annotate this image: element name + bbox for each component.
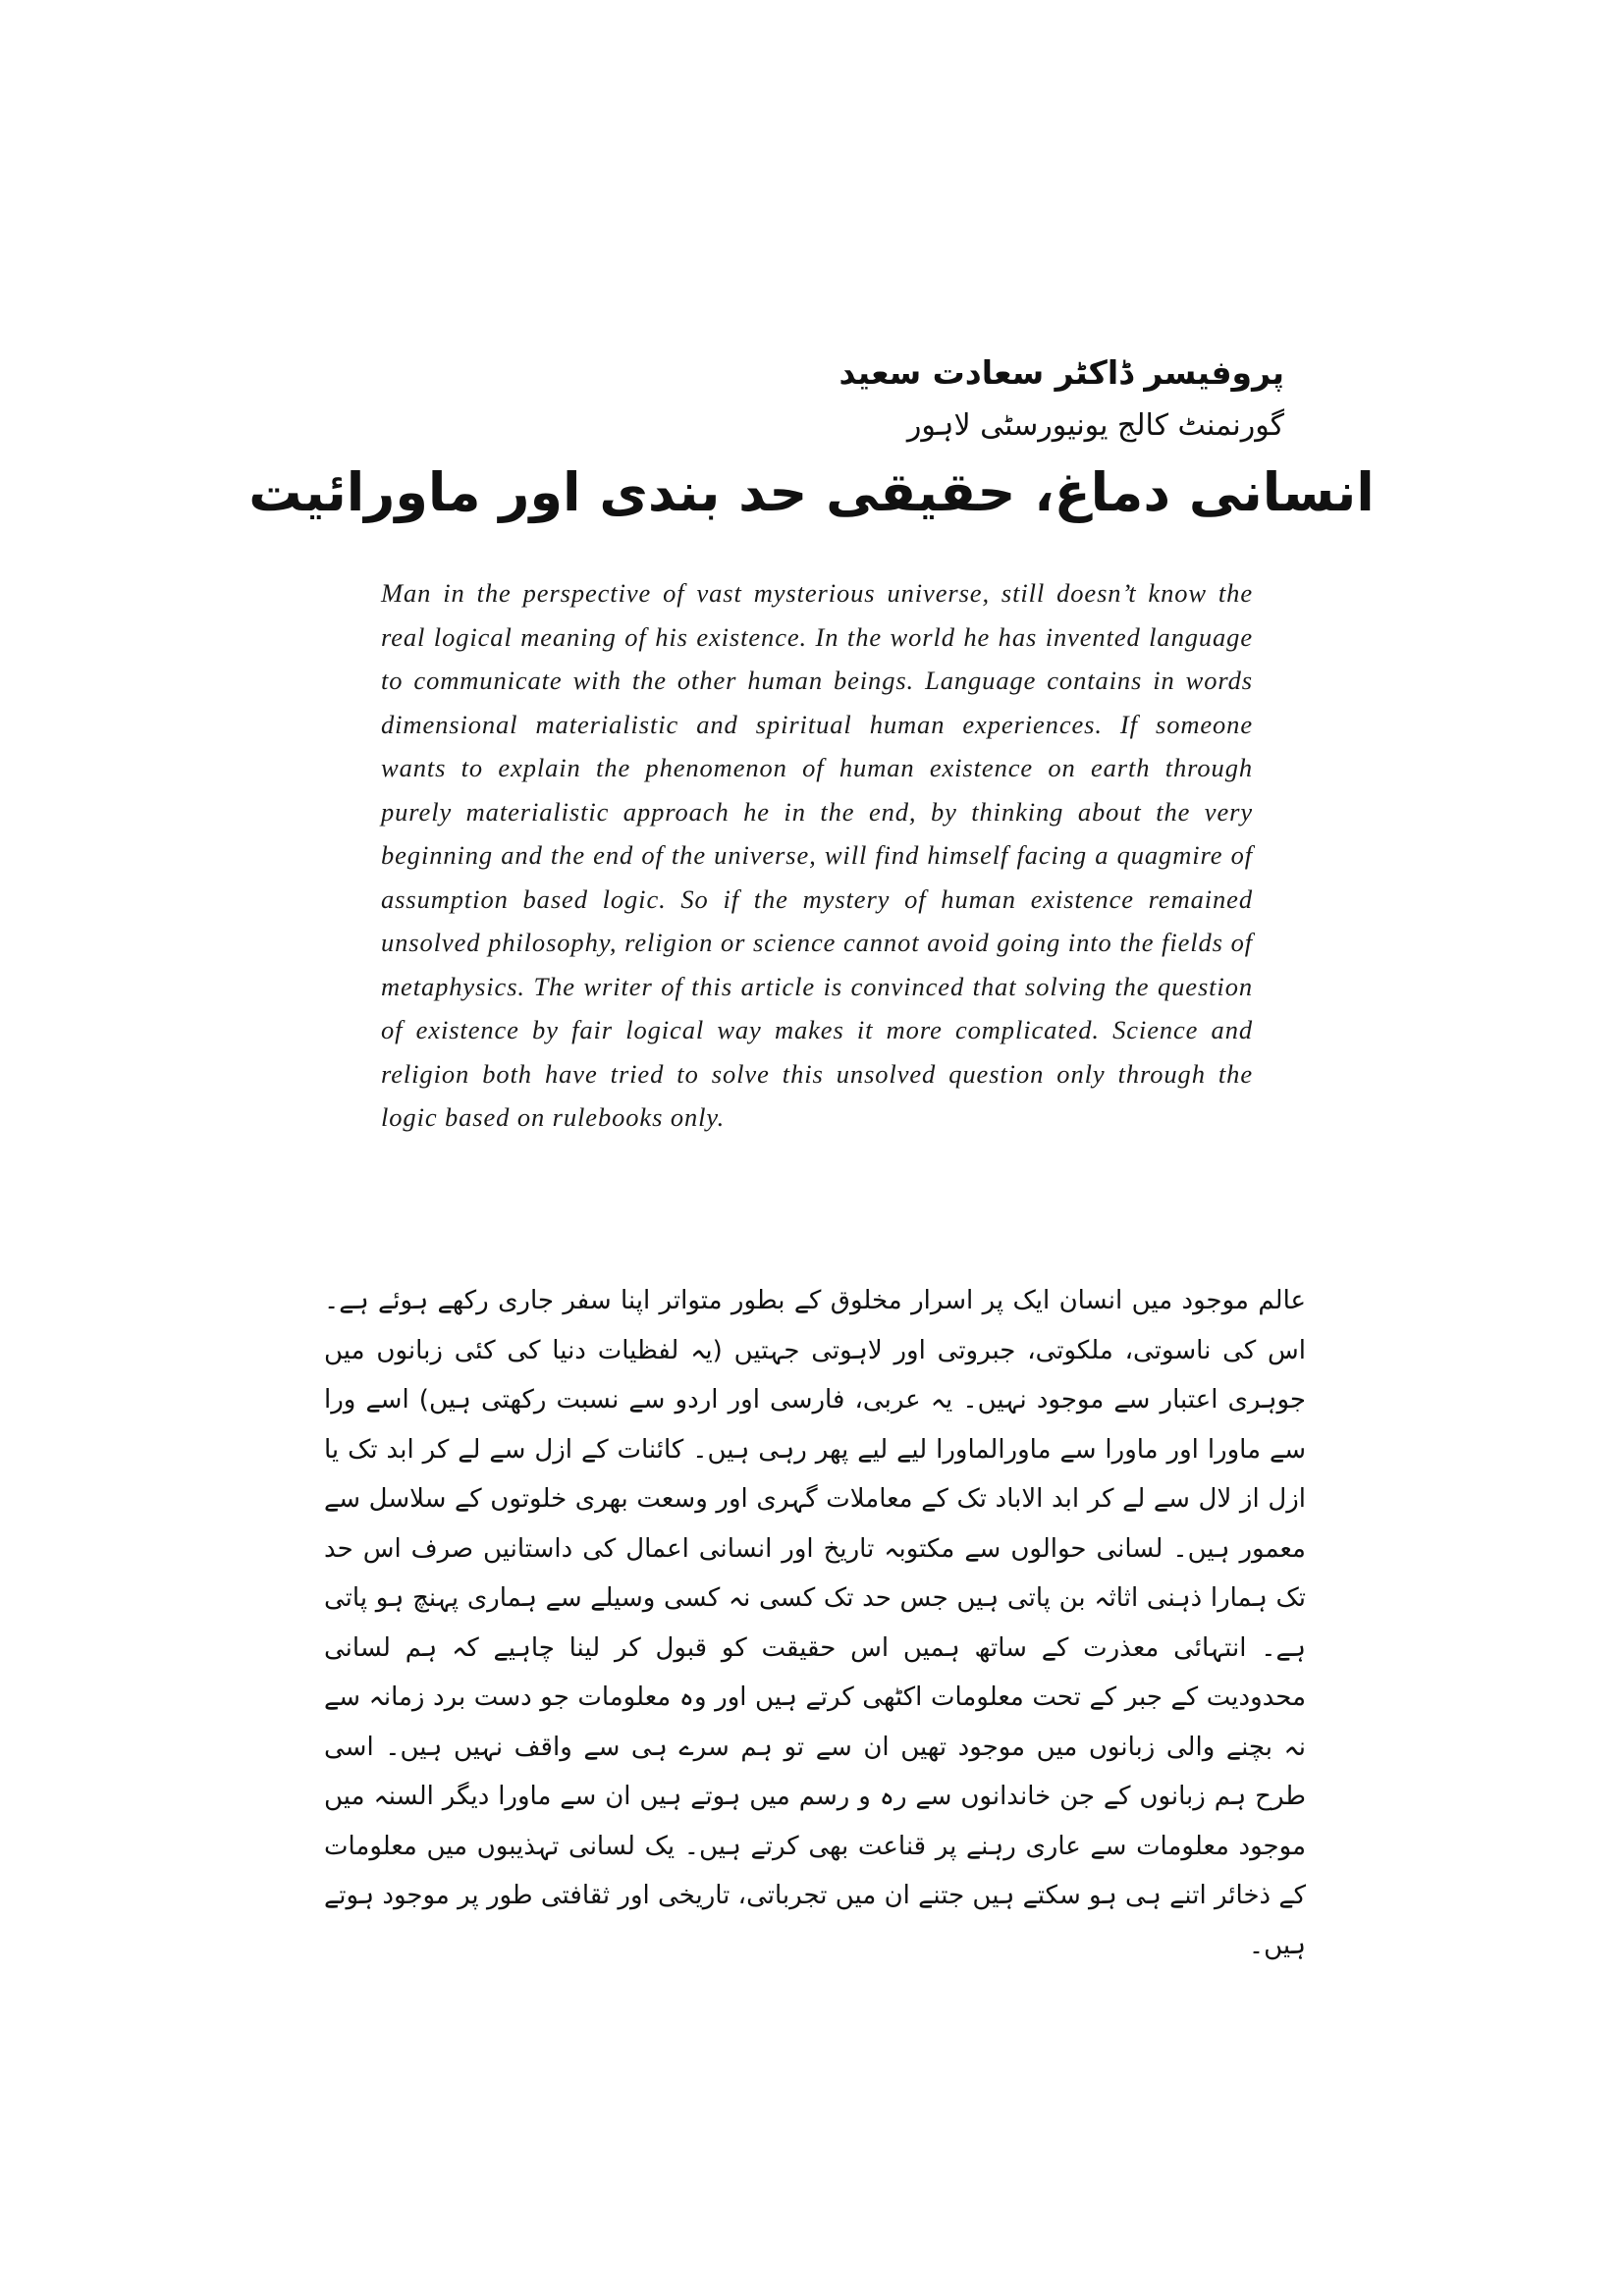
author-name: پروفیسر ڈاکٹر سعادت سعید [839,353,1284,392]
article-title: انسانی دماغ، حقیقی حد بندی اور ماورائیت [248,461,1375,523]
english-abstract: Man in the perspective of vast mysterious universe, still doesn’t know the real logical meaning of his existence. In the world he has invented language to communicate with the other human beings. Language contains in words dimensional materialistic and spiritual human experiences. If someone wants to explain the phenomenon of human existence on earth through purely materialistic approach he in the end, by thinking about the very beginning and the end of the universe, will find himself facing a quagmire of assumption based logic. So if the mystery of human existence remained unsolved philosophy, religion or science cannot avoid going into the fields of metaphysics. The writer of this article is convinced that solving the question of existence by fair logical way makes it more complicated. Science and religion both have tried to solve this unsolved question only through the logic based on rulebooks only. [381,578,1253,1132]
author-affiliation: گورنمنٹ کالج یونیورسٹی لاہور [906,408,1284,443]
body-paragraph: عالم موجود میں انسان ایک پر اسرار مخلوق کے بطور متواتر اپنا سفر جاری رکھے ہوئے ہے۔ اس کی ناسوتی، ملکوتی، جبروتی اور لاہوتی جہتیں (یہ لفظیات دنیا کی کئی زبانوں میں جوہری اعتبار سے موجود نہیں۔ یہ عربی، فارسی اور اردو سے نسبت رکھتی ہیں) اسے ورا سے ماورا اور ماورا سے ماورالماورا لیے لیے پھر رہی ہیں۔ کائنات کے ازل سے لے کر ابد تک یا ازل از لال سے لے کر ابد الاباد تک کے معاملات گہری اور وسعت بھری خلوتوں کے سلاسل سے معمور ہیں۔ لسانی حوالوں سے مکتوبہ تاریخ اور انسانی اعمال کی داستانیں صرف اس حد تک ہمارا ذہنی اثاثہ بن پاتی ہیں جس حد تک کسی نہ کسی وسیلے سے ہماری پہنچ ہو پاتی ہے۔ انتہائی معذرت کے ساتھ ہمیں اس حقیقت کو قبول کر لینا چاہیے کہ ہم لسانی محدودیت کے جبر کے تحت معلومات اکٹھی کرتے ہیں اور وہ معلومات جو دست برد زمانہ سے نہ بچنے والی زبانوں میں موجود تھیں ان سے تو ہم سرے ہی سے واقف نہیں ہیں۔ اسی طرح ہم زبانوں کے جن خاندانوں سے رہ و رسم میں ہوتے ہیں ان سے ماورا دیگر السنہ میں موجود معلومات سے عاری رہنے پر قناعت بھی کرتے ہیں۔ یک لسانی تہذیبوں میں معلومات کے ذخائر اتنے ہی ہو سکتے ہیں جتنے ان میں تجرباتی، تاریخی اور ثقافتی طور پر موجود ہوتے ہیں۔ [323,1286,1306,1960]
